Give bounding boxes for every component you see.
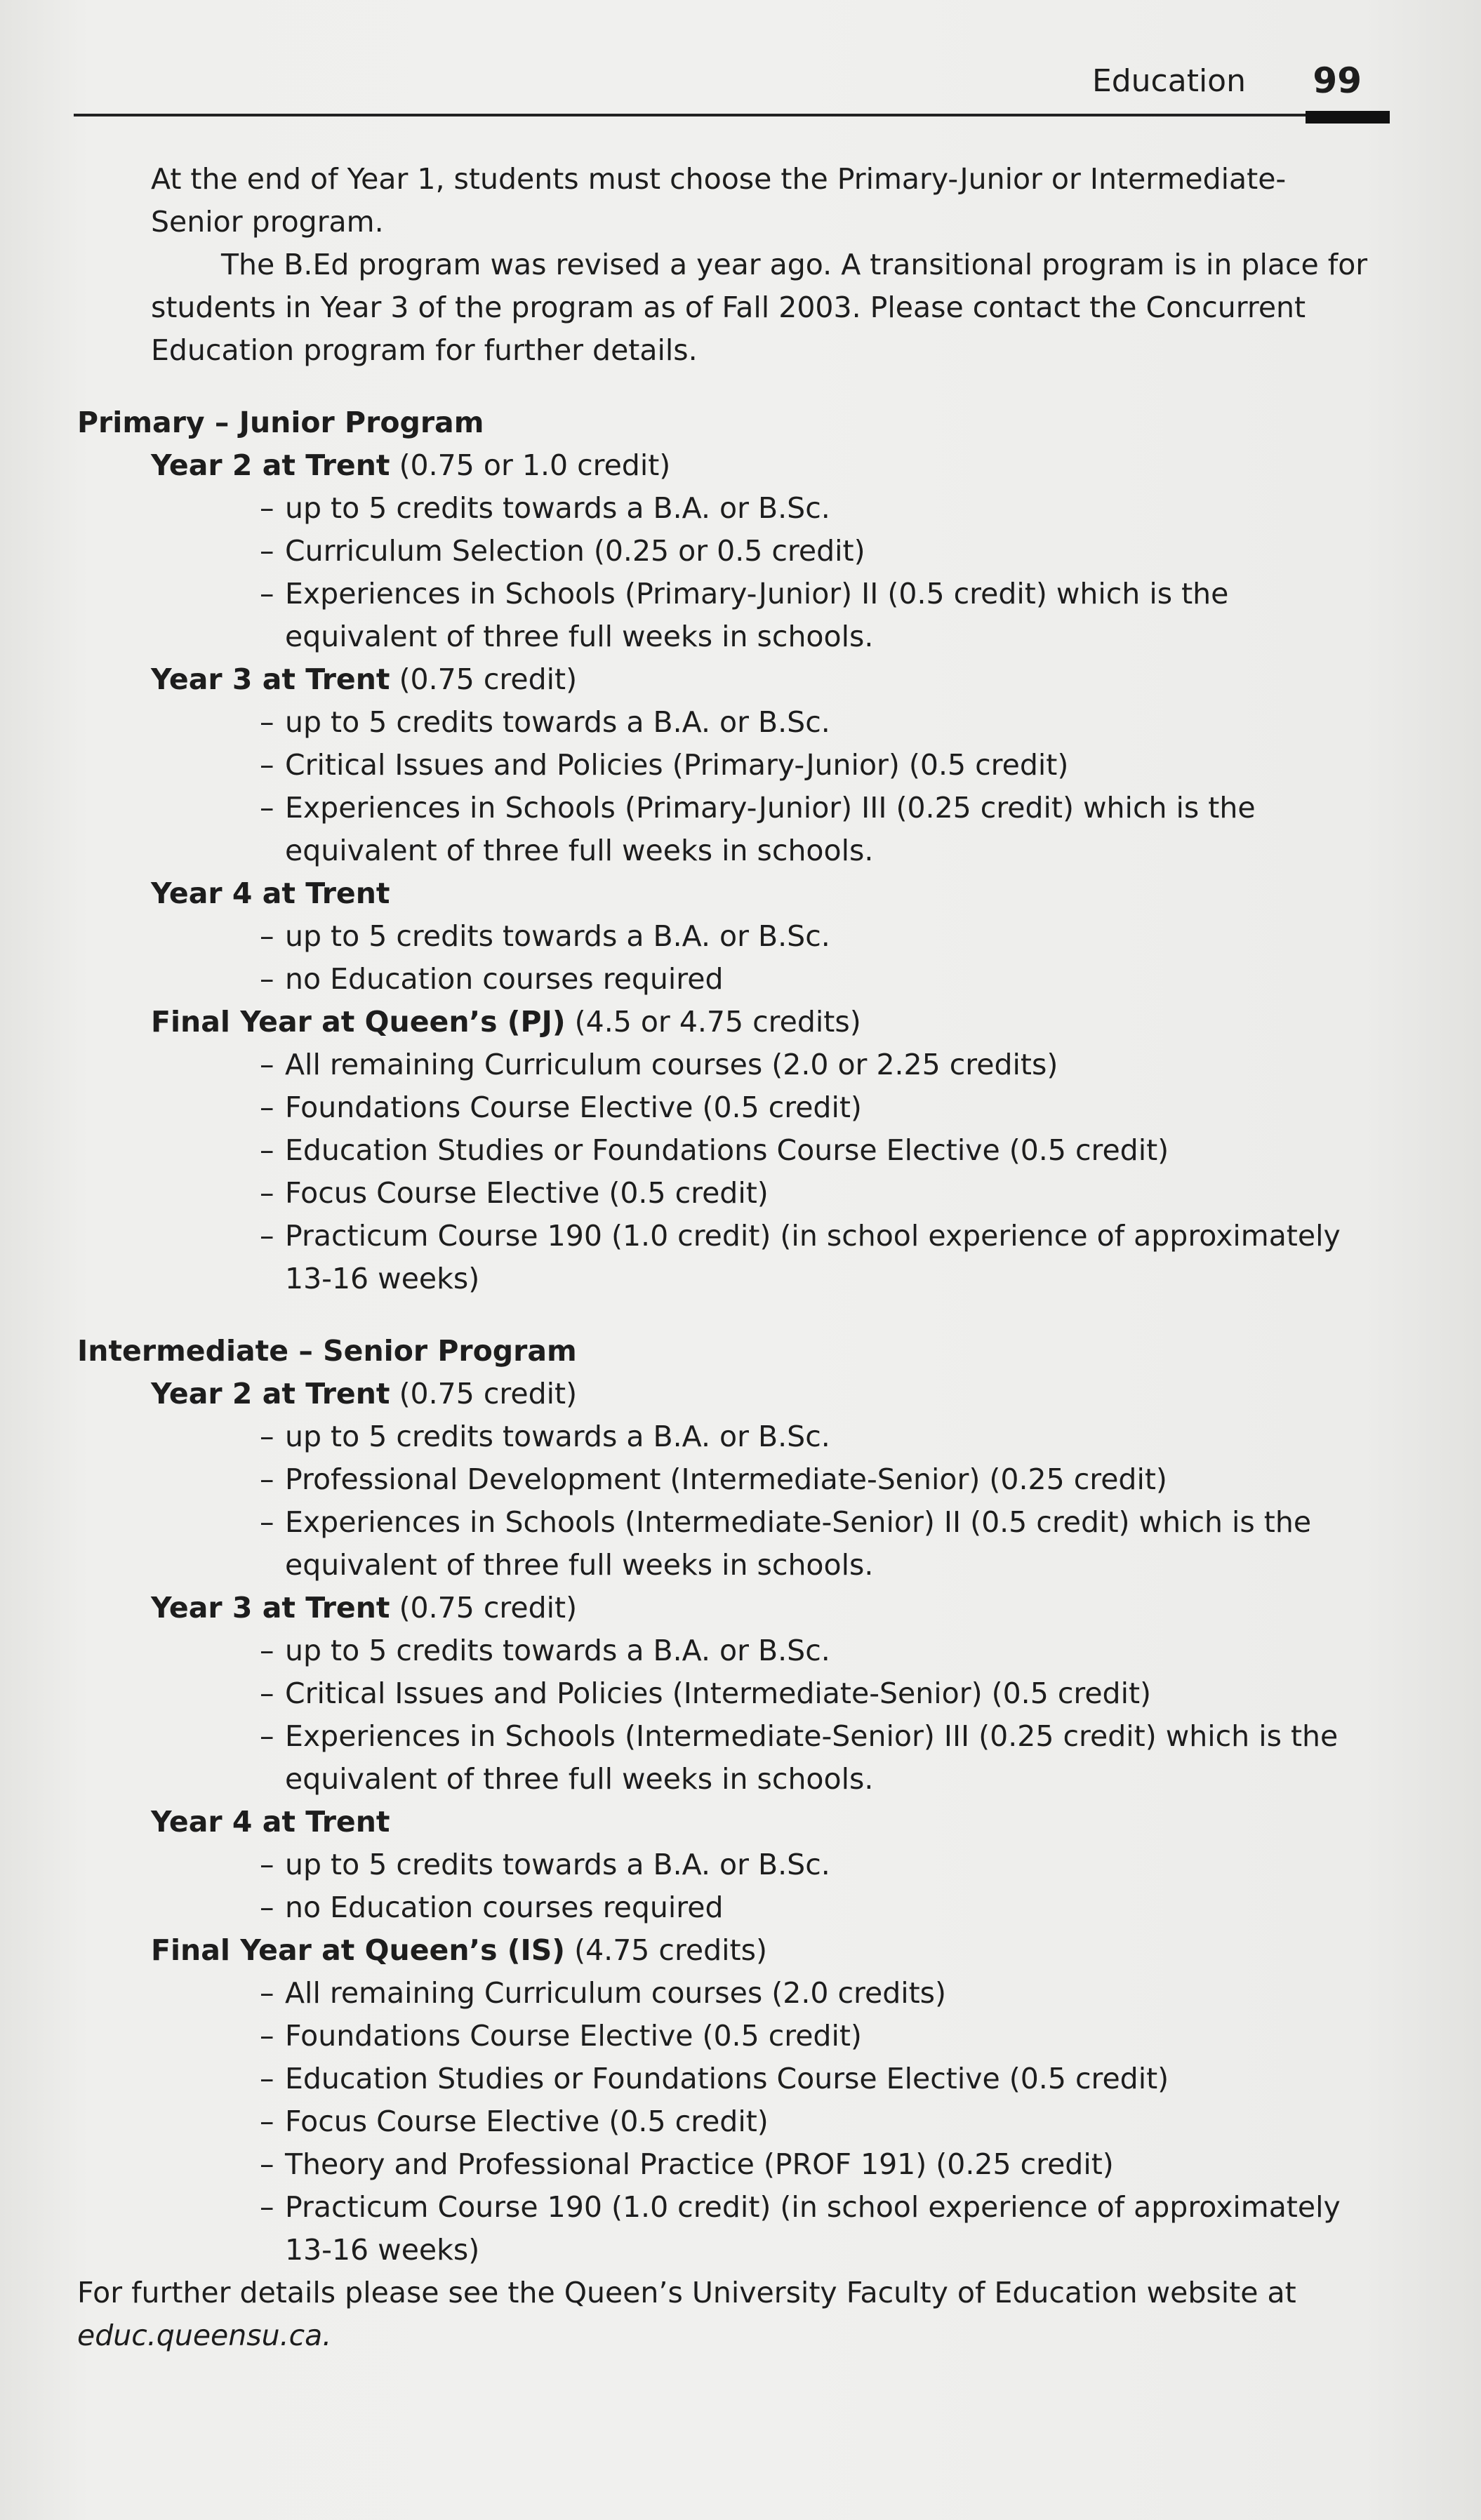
pj-year3-credit: (0.75 credit): [399, 662, 578, 696]
is-year2-credit: (0.75 credit): [399, 1377, 578, 1411]
is-year2-label: Year 2 at Trent: [151, 1377, 390, 1411]
list-item: – up to 5 credits towards a B.A. or B.Sc.: [260, 915, 1369, 958]
list-item: – Education Studies or Foundations Course Elective (0.5 credit): [260, 1129, 1369, 1172]
pj-final-credit: (4.5 or 4.75 credits): [574, 1005, 861, 1039]
list-item: – Theory and Professional Practice (PROF 191) (0.25 credit): [260, 2143, 1369, 2186]
is-year2-heading: [151, 1373, 1397, 1415]
pj-year2-credit: (0.75 or 1.0 credit): [399, 448, 671, 482]
main-content: [77, 158, 1397, 2357]
list-item: – Critical Issues and Policies (Primary-Junior) (0.5 credit): [260, 744, 1369, 787]
pj-final-list: [77, 1044, 1397, 1300]
list-item: – Experiences in Schools (Intermediate-Senior) II (0.5 credit) which is the equivalent of three full weeks in schools.: [260, 1501, 1369, 1587]
is-year3-credit: (0.75 credit): [399, 1591, 578, 1625]
pj-year3-list: [77, 701, 1397, 872]
pj-year2-heading: [151, 444, 1397, 487]
list-item: – up to 5 credits towards a B.A. or B.Sc.: [260, 1629, 1369, 1672]
intro-paragraph-2: The B.Ed program was revised a year ago. A transitional program is in place for students in Year 3 of the program as of Fall 2003. Please contact the Concurrent Education program for further details.: [151, 248, 1368, 367]
list-item: – Focus Course Elective (0.5 credit): [260, 2100, 1369, 2143]
list-item: – up to 5 credits towards a B.A. or B.Sc.: [260, 1415, 1369, 1458]
intro-paragraph-1: At the end of Year 1, students must choose the Primary-Junior or Intermediate-Senior program.: [151, 162, 1287, 239]
list-item: – Practicum Course 190 (1.0 credit) (in school experience of approximately 13-16 weeks): [260, 1215, 1369, 1300]
list-item: – Foundations Course Elective (0.5 credit): [260, 2015, 1369, 2058]
pj-year4-label: Year 4 at Trent: [151, 876, 390, 910]
is-year2-list: [77, 1415, 1397, 1587]
is-year4-label: Year 4 at Trent: [151, 1805, 390, 1839]
list-item: – All remaining Curriculum courses (2.0 credits): [260, 1972, 1369, 2015]
is-year3-label: Year 3 at Trent: [151, 1591, 390, 1625]
is-final-credit: (4.75 credits): [574, 1933, 767, 1967]
is-final-label: Final Year at Queen’s (IS): [151, 1933, 566, 1967]
list-item: – no Education courses required: [260, 1886, 1369, 1929]
list-item: – Practicum Course 190 (1.0 credit) (in school experience of approximately 13-16 weeks): [260, 2186, 1369, 2272]
pj-final-label: Final Year at Queen’s (PJ): [151, 1005, 566, 1039]
is-year3-heading: [151, 1587, 1397, 1629]
primary-junior-heading: Primary – Junior Program: [77, 406, 484, 439]
list-item: – All remaining Curriculum courses (2.0 or 2.25 credits): [260, 1044, 1369, 1086]
list-item: – no Education courses required: [260, 958, 1369, 1001]
pj-year2-list: [77, 487, 1397, 658]
list-item: – Experiences in Schools (Primary-Junior) II (0.5 credit) which is the equivalent of three full weeks in schools.: [260, 573, 1369, 658]
header-rule: [74, 114, 1390, 116]
website-link[interactable]: educ.queensu.ca.: [77, 2319, 332, 2352]
intermediate-senior-heading: Intermediate – Senior Program: [77, 1334, 577, 1368]
page-header: [74, 56, 1390, 126]
list-item: – Focus Course Elective (0.5 credit): [260, 1172, 1369, 1215]
list-item: – Curriculum Selection (0.25 or 0.5 credit): [260, 530, 1369, 573]
footer-text: For further details please see the Queen’s University Faculty of Education website at: [77, 2276, 1296, 2309]
pj-year4-heading: [151, 872, 1397, 915]
list-item: – Foundations Course Elective (0.5 credit): [260, 1086, 1369, 1129]
page-number: 99: [1313, 60, 1362, 101]
list-item: – up to 5 credits towards a B.A. or B.Sc.: [260, 701, 1369, 744]
is-final-list: [77, 1972, 1397, 2272]
footer-note: [77, 2272, 1397, 2357]
pj-year2-label: Year 2 at Trent: [151, 448, 390, 482]
list-item: – up to 5 credits towards a B.A. or B.Sc.: [260, 487, 1369, 530]
is-year4-heading: [151, 1801, 1397, 1844]
list-item: – Critical Issues and Policies (Intermediate-Senior) (0.5 credit): [260, 1672, 1369, 1715]
list-item: – Experiences in Schools (Primary-Junior) III (0.25 credit) which is the equivalent of three full weeks in schools.: [260, 787, 1369, 872]
pj-year3-label: Year 3 at Trent: [151, 662, 390, 696]
is-final-heading: [151, 1929, 1397, 1972]
section-title: Education: [1091, 63, 1246, 99]
list-item: – Professional Development (Intermediate-Senior) (0.25 credit): [260, 1458, 1369, 1501]
list-item: – Experiences in Schools (Intermediate-Senior) III (0.25 credit) which is the equivalent of three full weeks in schools.: [260, 1715, 1369, 1801]
list-item: – Education Studies or Foundations Course Elective (0.5 credit): [260, 2058, 1369, 2100]
pj-year3-heading: [151, 658, 1397, 701]
list-item: – up to 5 credits towards a B.A. or B.Sc.: [260, 1844, 1369, 1886]
is-year3-list: [77, 1629, 1397, 1801]
pj-final-heading: [151, 1001, 1397, 1044]
pj-year4-list: [77, 915, 1397, 1001]
header-tab-marker: [1306, 111, 1390, 124]
is-year4-list: [77, 1844, 1397, 1929]
